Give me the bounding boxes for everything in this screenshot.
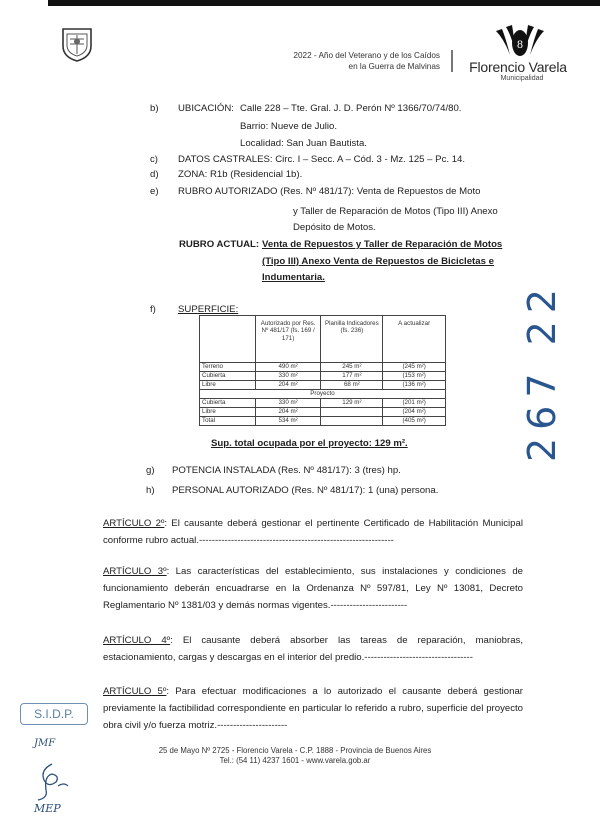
municipal-shield-icon: [60, 26, 94, 62]
article-2-heading: ARTÍCULO 2º: [103, 518, 165, 529]
table-cell: Terreno: [200, 363, 256, 372]
table-section-row: [200, 390, 446, 399]
total-surface-text: Sup. total ocupada por el proyecto: 129 m².: [211, 438, 408, 449]
header-cell: Autorizado por Res. Nº 481/17 (fs. 169 / 171): [255, 316, 321, 363]
table-cell: (153 m²): [383, 372, 446, 381]
table-row: [200, 417, 446, 426]
rubro-actual-line-3: Indumentaria.: [262, 272, 325, 283]
top-black-bar: [48, 0, 600, 6]
article-3-heading: ARTÍCULO 3º: [103, 566, 167, 577]
florencio-varela-logo-icon: [492, 25, 548, 59]
table-cell: 129 m²: [321, 399, 383, 408]
table-cell: Total: [200, 417, 256, 426]
brand-subtitle: Municipalidad: [500, 75, 544, 82]
sidp-stamp: S.I.D.P.: [20, 703, 88, 725]
article-3-body: : Las características del establecimiento, sus instalaciones y condiciones de funcionamiento deberán encuadrarse en la Ordenanza Nº 597/81, Ley Nº 13081, Decreto Reglamentario Nº 1381/03 y demás normas vigentes.------------------------: [103, 566, 523, 611]
item-f-label: SUPERFICIE:: [178, 304, 239, 315]
surface-table: [199, 315, 446, 426]
table-section-label: Proyecto: [200, 390, 446, 399]
table-cell: 177 m²: [321, 372, 383, 381]
table-row: [200, 399, 446, 408]
rubro-actual-line-2: (Tipo III) Anexo Venta de Repuestos de Bicicletas e: [262, 256, 494, 267]
article-4: [103, 632, 523, 666]
table-cell: Cubierta: [200, 399, 256, 408]
article-5: [103, 683, 523, 734]
article-5-body: : Para efectuar modificaciones a lo autorizado el causante deberá gestionar previamente la factibilidad correspondiente en particular lo referido a rubro, superficie del proyecto obra civil y/o fuerza motriz.----------------------: [103, 686, 523, 731]
item-b-line-3: Localidad: San Juan Bautista.: [240, 138, 367, 149]
article-2: [103, 515, 523, 549]
article-4-body: : El causante deberá absorber las tareas de reparación, maniobras, estacionamiento, cargas y descargas en el interior del predio.----------------------------------: [103, 635, 523, 663]
surface-table-header: [200, 316, 446, 363]
table-cell: 204 m²: [255, 408, 321, 417]
header-motto: [230, 50, 440, 72]
initials-bottom: MEP: [34, 802, 61, 815]
motto-line-2: en la Guerra de Malvinas: [348, 62, 440, 71]
article-5-heading: ARTÍCULO 5º: [103, 686, 167, 697]
item-g-letter: g): [146, 465, 155, 476]
table-row: [200, 363, 446, 372]
svg-text:8: 8: [517, 37, 523, 51]
table-cell: [321, 408, 383, 417]
article-2-body: : El causante deberá gestionar el pertinente Certificado de Habilitación Municipal conforme rubro actual.-------------------------------------------------------------: [103, 518, 523, 546]
table-row: [200, 372, 446, 381]
handwritten-folio-number: 267 22: [520, 281, 564, 462]
table-cell: 330 m²: [255, 399, 321, 408]
item-f-letter: f): [150, 304, 156, 315]
header-divider: [451, 50, 453, 72]
motto-line-1: 2022 - Año del Veterano y de los Caídos: [293, 51, 440, 60]
table-cell: (201 m²): [383, 399, 446, 408]
item-c-text: DATOS CASTRALES: Circ. I – Secc. A – Cód. 3 - Mz. 125 – Pc. 14.: [178, 154, 466, 165]
item-e-line-3: Depósito de Motos.: [293, 222, 376, 233]
item-h-text: PERSONAL AUTORIZADO (Res. Nº 481/17): 1 (una) persona.: [172, 485, 439, 496]
article-3: [103, 563, 523, 614]
table-cell: (136 m²): [383, 381, 446, 390]
table-cell: 204 m²: [255, 381, 321, 390]
table-cell: (204 m²): [383, 408, 446, 417]
rubro-actual-line-1: Venta de Repuestos y Taller de Reparación de Motos: [262, 239, 503, 250]
footer: [120, 746, 470, 766]
item-g-text: POTENCIA INSTALADA (Res. Nº 481/17): 3 (tres) hp.: [172, 465, 401, 476]
item-b-letter: b): [150, 103, 159, 114]
header-cell: [200, 316, 256, 363]
header-cell: A actualizar: [383, 316, 446, 363]
item-h-letter: h): [146, 485, 155, 496]
table-cell: 68 m²: [321, 381, 383, 390]
table-cell: [321, 417, 383, 426]
header-cell: Planilla Indicadores (fs. 236): [321, 316, 383, 363]
rubro-actual-label: RUBRO ACTUAL:: [179, 239, 260, 250]
item-e-line-1: RUBRO AUTORIZADO (Res. Nº 481/17): Venta de Repuestos de Moto: [178, 186, 481, 197]
item-e-letter: e): [150, 186, 159, 197]
table-cell: 330 m²: [255, 372, 321, 381]
item-c-letter: c): [150, 154, 158, 165]
item-e-line-2: y Taller de Reparación de Motos (Tipo III) Anexo: [293, 206, 498, 217]
table-row: [200, 381, 446, 390]
footer-address: 25 de Mayo Nº 2725 - Florencio Varela - C.P. 1888 - Provincia de Buenos Aires: [158, 746, 432, 755]
table-cell: Libre: [200, 381, 256, 390]
table-cell: 245 m²: [321, 363, 383, 372]
brand-name: Florencio Varela: [469, 59, 567, 75]
table-cell: (245 m²): [383, 363, 446, 372]
table-cell: Cubierta: [200, 372, 256, 381]
table-cell: (405 m²): [383, 417, 446, 426]
initials-top: JMF: [34, 738, 56, 749]
table-cell: 490 m²: [255, 363, 321, 372]
item-d-letter: d): [150, 169, 159, 180]
handwritten-signature-icon: [30, 760, 74, 802]
item-b-line-1: Calle 228 – Tte. Gral. J. D. Perón Nº 1366/70/74/80.: [240, 103, 462, 114]
article-4-heading: ARTÍCULO 4º: [103, 635, 171, 646]
item-b-label: UBICACIÓN:: [178, 103, 234, 114]
table-cell: 534 m²: [255, 417, 321, 426]
footer-contact: Tel.: (54 11) 4237 1601 - www.varela.gob.ar: [219, 756, 371, 765]
table-row: [200, 408, 446, 417]
item-b-line-2: Barrio: Nueve de Julio.: [240, 121, 338, 132]
table-cell: Libre: [200, 408, 256, 417]
item-d-text: ZONA: R1b (Residencial 1b).: [178, 169, 303, 180]
